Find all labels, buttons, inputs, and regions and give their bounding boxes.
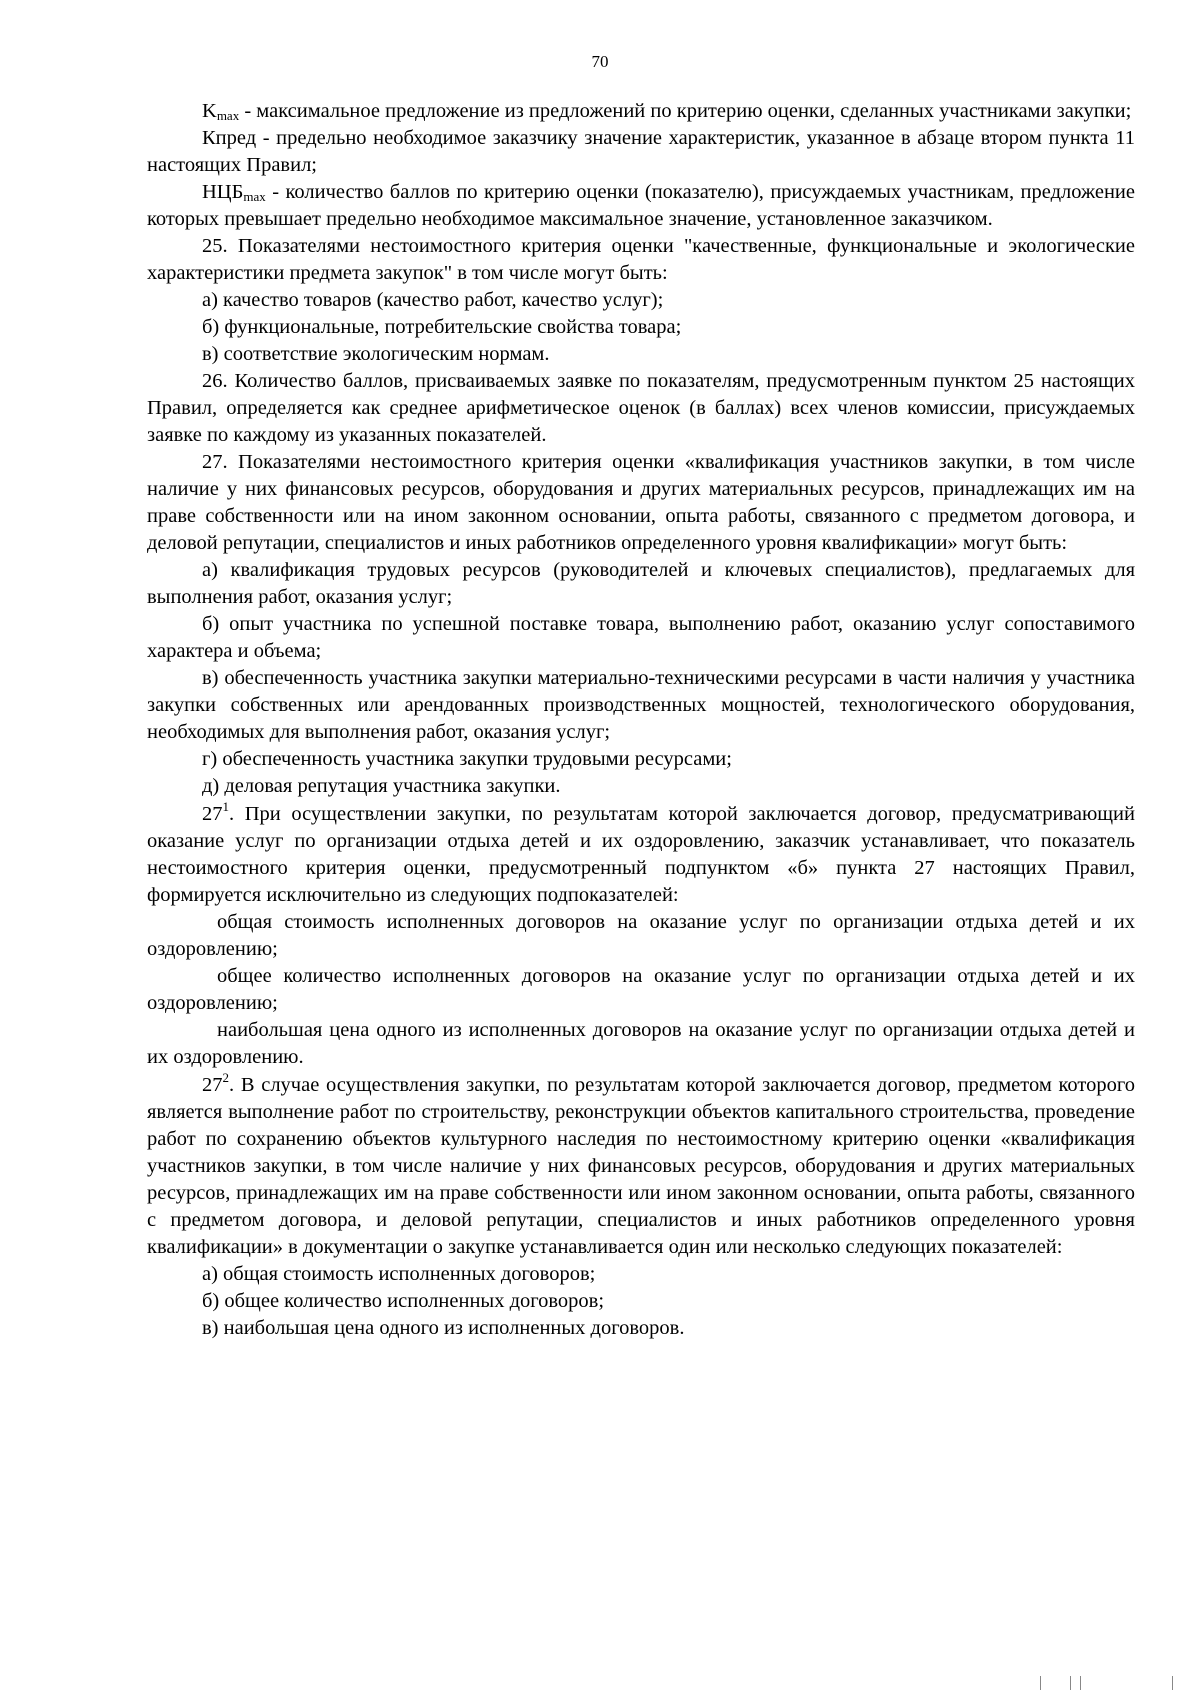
list-item-27-2a: а) общая стоимость исполненных договоров;: [202, 1263, 596, 1285]
term-symbol: НЦБ: [202, 181, 244, 203]
scan-mark: [1070, 1676, 1071, 1690]
list-item-27d: д) деловая репутация участника закупки.: [202, 775, 561, 797]
list-item-27a: а) квалификация трудовых ресурсов (руководителей и ключевых специалистов), предлагаемых для выполнения работ, оказания услуг;: [147, 559, 1135, 608]
list-item-27b: б) опыт участника по успешной поставке товара, выполнению работ, оказанию услуг сопоставимого характера и объема;: [147, 613, 1135, 662]
document-body: [147, 98, 1135, 1342]
paragraph-text: . При осуществлении закупки, по результатам которой заключается договор, предусматривающий оказание услуг по организации отдыха детей и их оздоровлению, заказчик устанавливает, что показатель нестоимостного критерия оценки, предусмотренный подпунктом «б» пункта 27 настоящих Правил, формируется исключительно из следующих подпоказателей:: [147, 803, 1135, 906]
list-item-27v: в) обеспеченность участника закупки материально-техническими ресурсами в части наличия у участника закупки собственных или арендованных производственных мощностей, технологического оборудования, необходимых для выполнения работ, оказания услуг;: [147, 667, 1135, 743]
list-item-25b: б) функциональные, потребительские свойства товара;: [202, 316, 682, 338]
paragraph-kpred-definition: Кпред - предельно необходимое заказчику значение характеристик, указанное в абзаце втором пункта 11 настоящих Правил;: [147, 127, 1135, 176]
scan-mark: [1172, 1676, 1173, 1690]
scan-mark: [1080, 1676, 1081, 1690]
item-superscript: 1: [222, 799, 229, 814]
item-superscript: 2: [222, 1070, 229, 1085]
paragraph-item-27: 27. Показателями нестоимостного критерия оценки «квалификация участников закупки, в том числе наличие у них финансовых ресурсов, оборудования и других материальных ресурсов, принадлежащих им на праве собственности или на ином законном основании, опыта работы, связанного с предметом договора, и деловой репутации, специалистов и иных работников определенного уровня квалификации» могут быть:: [147, 451, 1135, 554]
subindicator-item-2: общее количество исполненных договоров на оказание услуг по организации отдыха детей и их оздоровлению;: [147, 965, 1135, 1014]
paragraph-item-26: 26. Количество баллов, присваиваемых заявке по показателям, предусмотренным пунктом 25 настоящих Правил, определяется как среднее арифметическое оценок (в баллах) всех членов комиссии, присуждаемых заявке по каждому из указанных показателей.: [147, 370, 1135, 446]
subindicator-item-3: наибольшая цена одного из исполненных договоров на оказание услуг по организации отдыха детей и их оздоровлению.: [147, 1019, 1135, 1068]
list-item-27g: г) обеспеченность участника закупки трудовыми ресурсами;: [202, 748, 732, 770]
item-number: 27: [202, 1074, 223, 1096]
paragraph-item-25: 25. Показателями нестоимостного критерия оценки "качественные, функциональные и экологические характеристики предмета закупок" в том числе могут быть:: [147, 235, 1135, 284]
list-item-27-2v: в) наибольшая цена одного из исполненных договоров.: [202, 1317, 685, 1339]
list-item-25a: а) качество товаров (качество работ, качество услуг);: [202, 289, 664, 311]
term-subscript: max: [216, 108, 240, 123]
subindicator-item-1: общая стоимость исполненных договоров на оказание услуг по организации отдыха детей и их оздоровлению;: [147, 911, 1135, 960]
paragraph-text: - максимальное предложение из предложений по критерию оценки, сделанных участниками закупки;: [239, 100, 1132, 122]
paragraph-text: - количество баллов по критерию оценки (показателю), присуждаемых участникам, предложение которых превышает предельно необходимое максимальное значение, установленное заказчиком.: [147, 181, 1135, 230]
paragraph-text: . В случае осуществления закупки, по результатам которой заключается договор, предметом которого является выполнение работ по строительству, реконструкции объектов капитального строительства, проведение работ по сохранению объектов культурного наследия по нестоимостному критерию оценки «квалификация участников закупки, в том числе наличие у них финансовых ресурсов, оборудования и других материальных ресурсов, принадлежащих им на праве собственности или ином законном основании, опыта работы, связанного с предметом договора, и деловой репутации, специалистов и иных работников определенного уровня квалификации» в документации о закупке устанавливается один или несколько следующих показателей:: [147, 1074, 1135, 1258]
paragraph-ncb-definition: [147, 179, 1135, 233]
list-item-27-2b: б) общее количество исполненных договоров;: [202, 1290, 605, 1312]
paragraph-item-27-2: [147, 1072, 1135, 1261]
list-item-25v: в) соответствие экологическим нормам.: [202, 343, 550, 365]
term-subscript: max: [243, 189, 266, 204]
scan-mark: [1040, 1676, 1041, 1690]
page-number: 70: [591, 52, 609, 71]
item-number: 27: [202, 803, 223, 825]
paragraph-kmax-definition: [147, 98, 1135, 125]
paragraph-item-27-1: [147, 801, 1135, 909]
term-symbol: K: [202, 100, 217, 122]
